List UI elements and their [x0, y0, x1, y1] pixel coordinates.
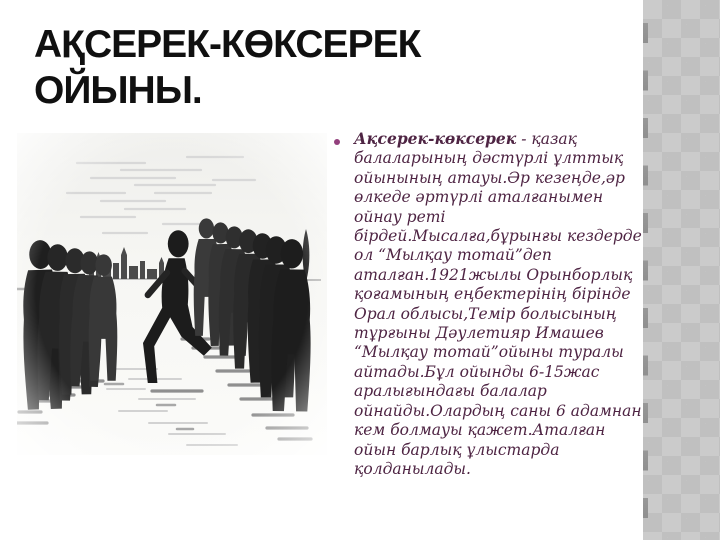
bullet-text-lead: Ақсерек-көксерек [354, 129, 517, 148]
strip-stitch-notches [643, 0, 648, 540]
slide-title-line-1: АҚСЕРЕК-КӨКСЕРЕК [34, 23, 421, 66]
bullet-text [354, 129, 642, 479]
illustration-edge-fade [17, 133, 327, 455]
bullet-marker [334, 139, 340, 145]
slide-title [34, 22, 420, 114]
bullet-text-rest: - қазақ балаларының дәстүрлі ұлттық ойынының атауы.Әр кезеңде,әр өлкеде әртүрлі аталғанымен ойнау реті бірдей.Мысалға,бұрынғы кездерде ол “Мылқау тотай”деп аталған.1921жылы Орынборлық қоғамының еңбектерінің бірінде Орал облысы,Темір болысының тұрғыны Дәулетияр Имашев “Мылқау тотай”ойыны туралы айтады.Бұл ойынды 6-15жас аралығындағы балалар ойнайды.Олардың саны 6 адамнан кем болмауы қажет.Аталған ойын барлық ұлыстарда қолданылады. [354, 130, 642, 478]
decorative-pattern-strip [643, 0, 720, 540]
slide-title-line-2: ОЙЫНЫ. [34, 69, 202, 112]
game-illustration [17, 133, 327, 455]
